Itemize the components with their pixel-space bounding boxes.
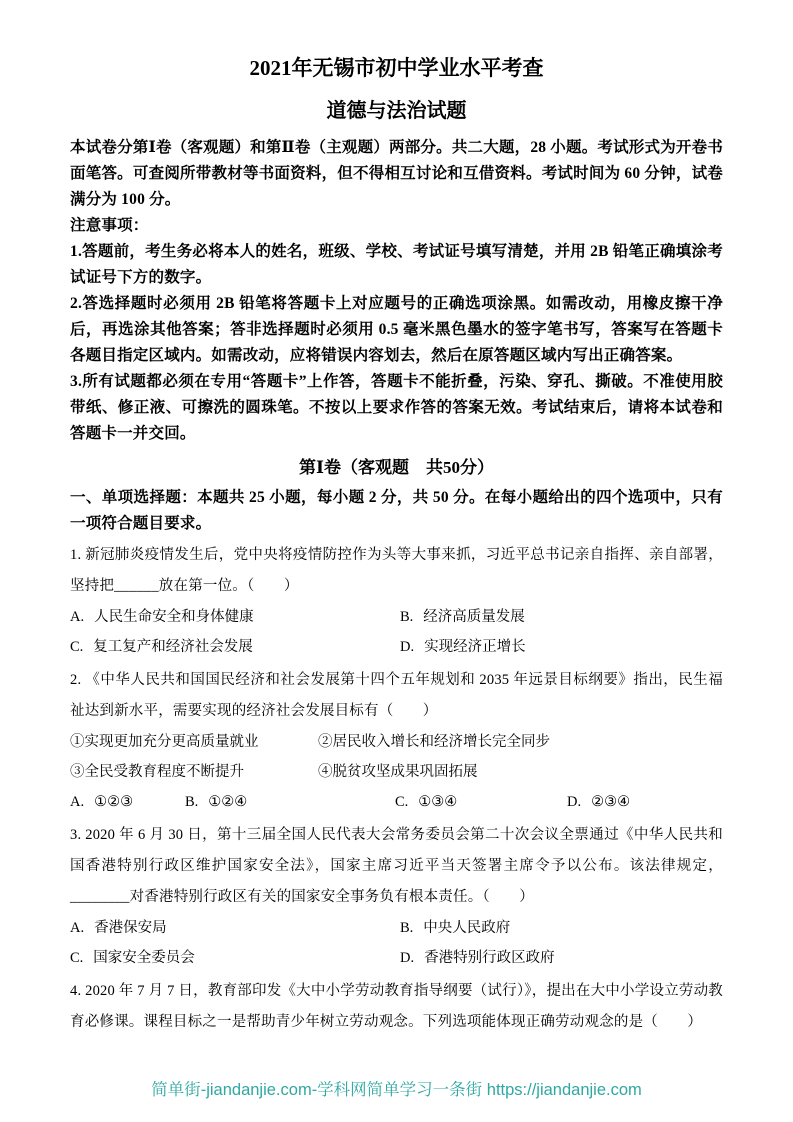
paper-subtitle: 道德与法治试题 [326, 100, 467, 123]
question-1-options-row-2 [70, 632, 723, 662]
question-4 [70, 976, 723, 1038]
question-3-options-row-1 [70, 913, 723, 943]
question-1-option-a [70, 602, 400, 632]
paper-title: 2021年无锡市初中学业水平考查 [249, 56, 544, 80]
question-3-options-row-2 [70, 943, 723, 973]
question-2-items-row-2 [70, 757, 723, 787]
note-item-3: 3.所有试题都必须在专用“答题卡”上作答，答题卡不能折叠，污染、穿孔、撕破。不准使用胶带纸、修正液、可擦洗的圆珠笔。不按以上要求作答的答案无效。考试结束后，请将本试卷和答题卡一并交回。 [70, 373, 723, 443]
question-2-option-a [70, 787, 185, 817]
question-2-option-c [395, 787, 567, 817]
watermark-footer: 简单街-jiandanjie.com-学科网简单学习一条街 https://jiandanjie.com [151, 1081, 642, 1099]
option-label: D. [400, 639, 415, 656]
question-2-options-row [70, 787, 723, 817]
question-1-stem: 1. 新冠肺炎疫情发生后，党中央将疫情防控作为头等大事来抓，习近平总书记亲自指挥、亲自部署，坚持把______放在第一位。（ ） [70, 547, 723, 595]
option-label: C. [395, 794, 409, 811]
option-text: 国家安全委员会 [93, 950, 195, 967]
option-text: 复工复产和经济社会发展 [93, 639, 253, 656]
question-1-option-c [70, 632, 400, 662]
question-3-stem: 3. 2020 年 6 月 30 日，第十三届全国人民代表大会常务委员会第二十次会议全票通过《中华人民共和国香港特别行政区维护国家安全法》，国家主席习近平当天签署主席令予以公布。该法律规定，________对香港特别行政区有关的国家安全事务负有根本责任。（ ） [70, 827, 723, 906]
question-3-option-b [400, 913, 723, 943]
question-3 [70, 820, 723, 973]
question-2-item-1: ①实现更加充分更高质量就业 [70, 734, 259, 751]
option-text: 中央人民政府 [423, 920, 511, 937]
question-1-options-row-1 [70, 602, 723, 632]
option-label: A. [70, 609, 85, 626]
question-1 [70, 540, 723, 662]
option-label: B. [400, 920, 414, 937]
question-2-item-2: ②居民收入增长和经济增长完全同步 [318, 734, 550, 751]
note-item-1: 1.答题前，考生务必将本人的姓名，班级、学校、考试证号填写清楚，并用 2B 铅笔正确填涂考试证号下方的数字。 [70, 243, 723, 287]
paper-intro: 本试卷分第Ⅰ卷（客观题）和第Ⅱ卷（主观题）两部分。共二大题，28 小题。考试形式为开卷书面笔答。可查阅所带教材等书面资料，但不得相互讨论和互借资料。考试时间为 60 分钟，试卷满分为 100 分。 [70, 139, 723, 209]
option-label: C. [70, 950, 84, 967]
option-label: D. [400, 950, 415, 967]
question-3-option-a [70, 913, 400, 943]
question-1-option-d [400, 632, 723, 662]
option-text: 人民生命安全和身体健康 [94, 609, 254, 626]
question-3-option-c [70, 943, 400, 973]
question-2-stem: 2. 《中华人民共和国国民经济和社会发展第十四个五年规划和 2035 年远景目标纲要》指出，民生福祉达到新水平，需要实现的经济社会发展目标有（ ） [70, 672, 723, 720]
section-title: 第Ⅰ卷（客观题 共50分） [299, 458, 494, 478]
notes-heading: 注意事项： [70, 217, 149, 235]
question-2 [70, 665, 723, 817]
option-label: A. [70, 920, 85, 937]
option-text: 香港特别行政区政府 [424, 950, 555, 967]
question-2-item-4: ④脱贫攻坚成果巩固拓展 [318, 764, 478, 781]
option-text: ①②③ [94, 794, 134, 811]
option-text: ①③④ [418, 794, 458, 811]
question-2-item-3: ③全民受教育程度不断提升 [70, 764, 244, 781]
question-1-option-b [400, 602, 723, 632]
option-text: 实现经济正增长 [424, 639, 526, 656]
question-4-stem: 4. 2020 年 7 月 7 日，教育部印发《大中小学劳动教育指导纲要（试行）》，提出在大中小学设立劳动教育必修课。课程目标之一是帮助青少年树立劳动观念。下列选项能体现正确劳动观念的是（ ） [70, 983, 723, 1031]
question-2-option-b [185, 787, 395, 817]
option-label: B. [185, 794, 199, 811]
question-3-option-d [400, 943, 723, 973]
question-2-option-d [567, 787, 723, 817]
option-label: A. [70, 794, 85, 811]
section-instructions: 一、单项选择题：本题共 25 小题，每小题 2 分，共 50 分。在每小题给出的四个选项中，只有一项符合题目要求。 [70, 489, 723, 533]
option-label: C. [70, 639, 84, 656]
option-text: ①②④ [208, 794, 248, 811]
option-text: 香港保安局 [94, 920, 167, 937]
question-2-items-row-1 [70, 727, 723, 757]
option-label: B. [400, 609, 414, 626]
option-text: ②③④ [591, 794, 631, 811]
option-text: 经济高质量发展 [423, 609, 525, 626]
note-item-2: 2.答选择题时必须用 2B 铅笔将答题卡上对应题号的正确选项涂黑。如需改动，用橡皮擦干净后，再选涂其他答案；答非选择题时必须用 0.5 毫米黑色墨水的签字笔书写，答案写在答题卡各题目指定区域内。如需改动，应将错误内容划去，然后在原答题区域内写出正确答案。 [70, 295, 723, 365]
option-label: D. [567, 794, 582, 811]
